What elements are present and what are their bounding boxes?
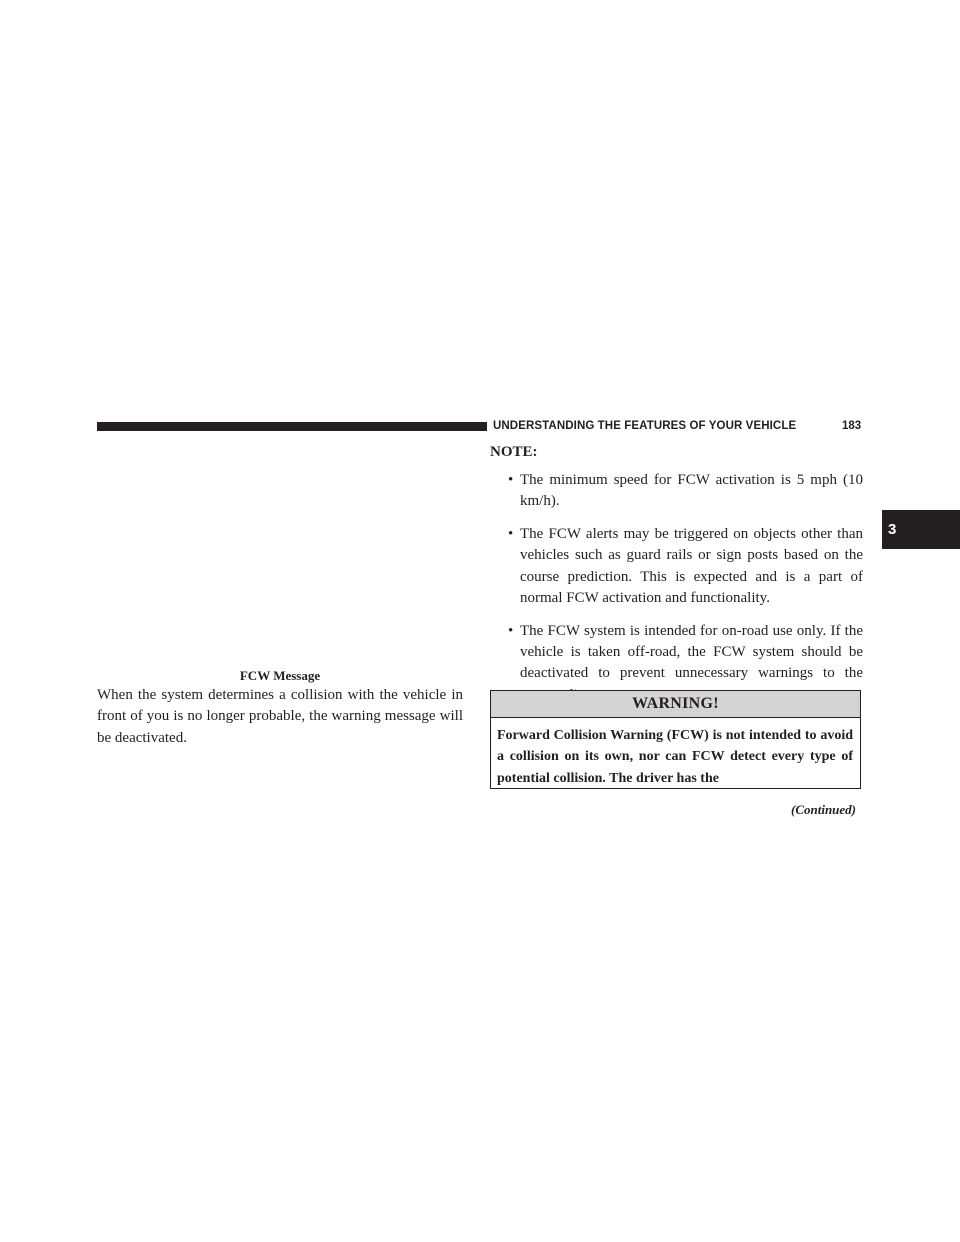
list-item-text: The minimum speed for FCW activation is 5 mph (10 km/h). bbox=[520, 472, 863, 510]
list-item-text: The FCW system is intended for on-road use only. If the vehicle is taken off-road, the FCW system should be deactivated to prevent unnecessary warnings to the bbox=[520, 622, 863, 682]
running-header-title: UNDERSTANDING THE FEATURES OF YOUR VEHICLE bbox=[493, 420, 797, 432]
bullet-icon: • bbox=[508, 622, 514, 639]
list-item-text: The FCW alerts may be triggered on objects other than vehicles such as guard rails or sign posts based on the course prediction. This is expected and is a part of normal FCW activation and functionality. bbox=[520, 526, 863, 606]
chapter-tab bbox=[882, 510, 960, 549]
body-paragraph: When the system determines a collision with the vehicle in front of you is no longer probable, the warning message will be deactivated. bbox=[97, 687, 463, 746]
note-bullet-list bbox=[490, 470, 863, 717]
figure-caption: FCW Message bbox=[239, 668, 321, 683]
list-item bbox=[490, 470, 863, 513]
continued-label: (Continued) bbox=[790, 802, 856, 817]
bullet-icon: • bbox=[508, 472, 514, 488]
note-heading: NOTE: bbox=[490, 444, 538, 460]
chapter-tab-number: 3 bbox=[888, 521, 897, 538]
warning-body: Forward Collision Warning (FCW) is not intended to avoid a collision on its own, nor can FCW detect every type of potential collision. The driver has the bbox=[497, 728, 853, 786]
bullet-icon: • bbox=[508, 526, 514, 543]
header-rule bbox=[97, 422, 487, 431]
list-item bbox=[490, 524, 863, 609]
page-number: 183 bbox=[842, 420, 862, 432]
warning-box bbox=[490, 690, 861, 789]
warning-title: WARNING! bbox=[491, 691, 860, 718]
